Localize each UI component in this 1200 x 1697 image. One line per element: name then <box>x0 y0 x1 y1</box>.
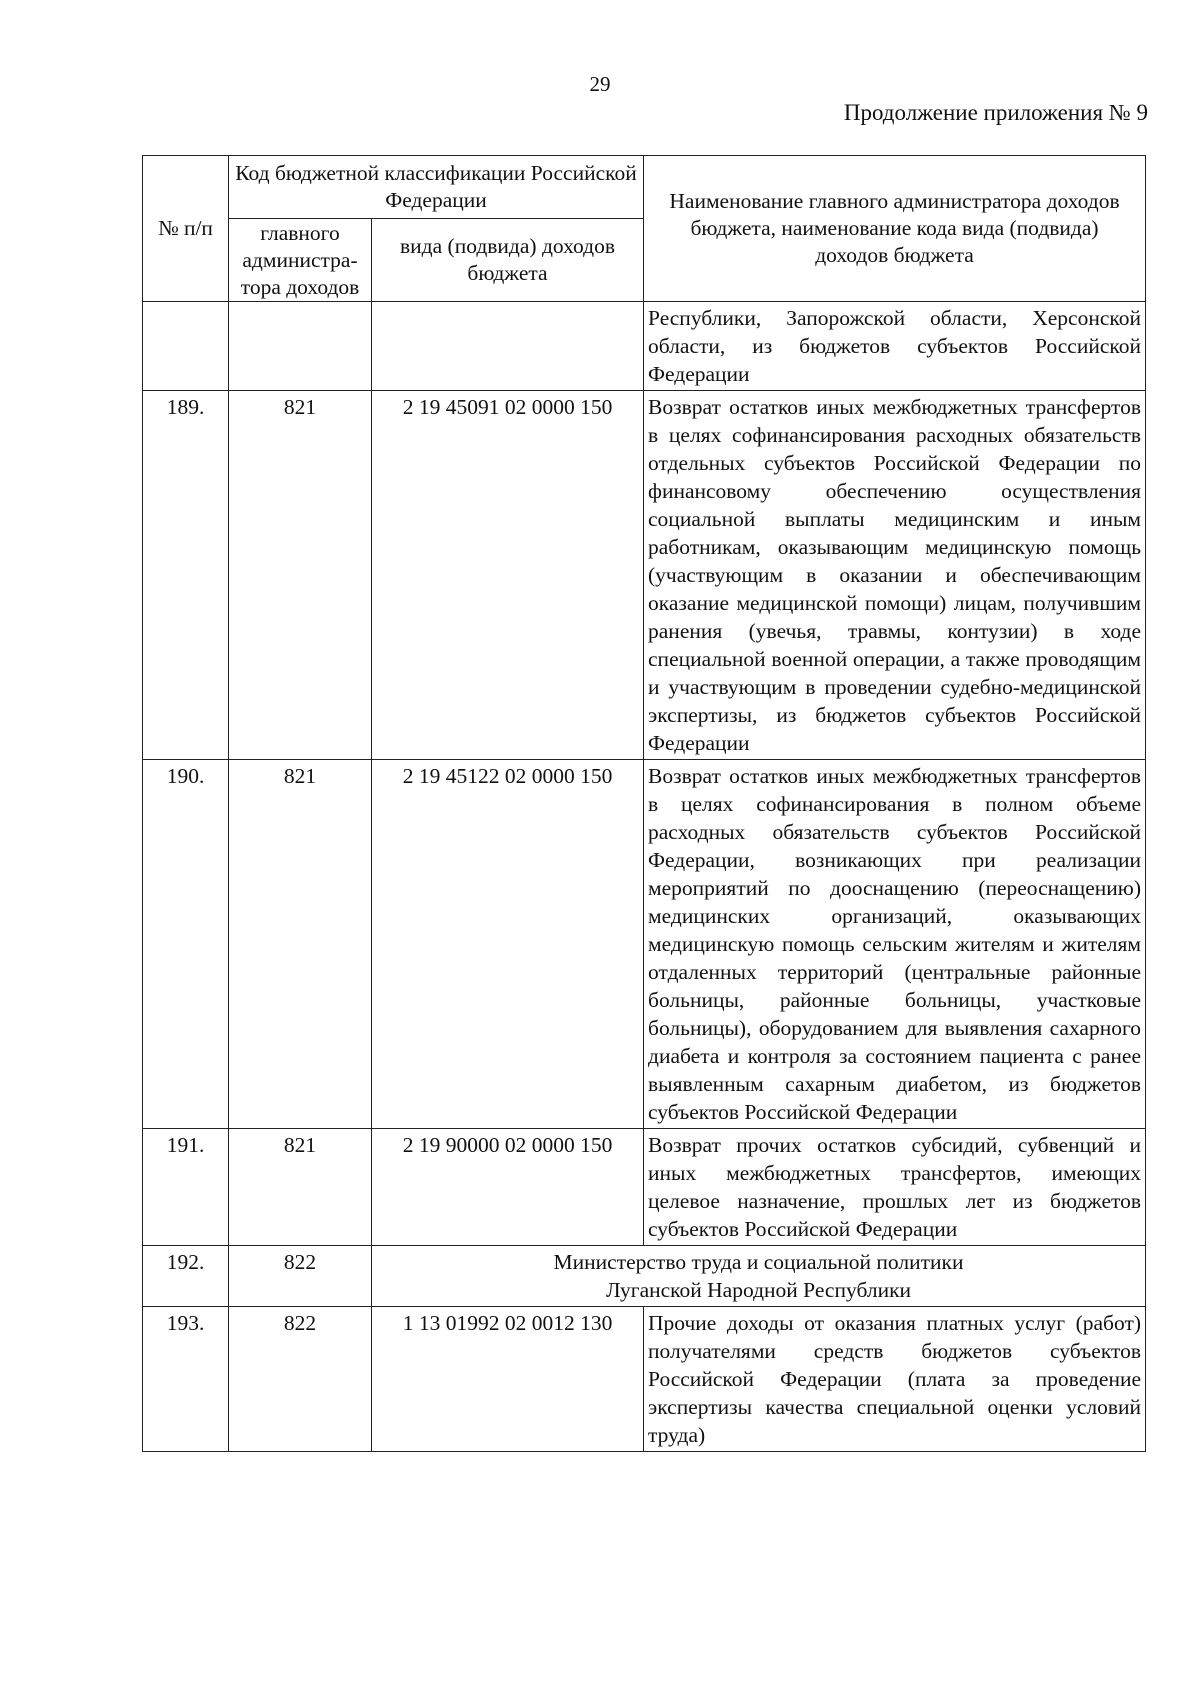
row-admin-code <box>229 302 372 391</box>
row-number: 192. <box>143 1246 229 1307</box>
header-classification-group: Код бюджетной классификации Российской Федерации <box>229 156 644 219</box>
row-number: 193. <box>143 1307 229 1452</box>
row-description: Возврат прочих остатков субсидий, субвенций и иных межбюджетных трансфертов, имеющих целевое назначение, прошлых лет из бюджетов субъектов Российской Федерации <box>644 1129 1146 1246</box>
table-row <box>143 760 1146 1129</box>
row-number: 190. <box>143 760 229 1129</box>
table-row-ministry <box>143 1246 1146 1307</box>
row-description: Возврат остатков иных межбюджетных трансфертов в целях софинансирования расходных обязательств отдельных субъектов Российской Федерации по финансовому обеспечению осуществления социальной выплаты медицинским и иным работникам, оказывающим медицинскую помощь (участвующим в оказании и обеспечивающим оказание медицинской помощи) лицам, получившим ранения (увечья, травмы, контузии) в ходе специальной военной операции, а также проводящим и участвующим в проведении судебно-медицинской экспертизы, из бюджетов субъектов Российской Федерации <box>644 391 1146 760</box>
row-income-code: 2 19 45091 02 0000 150 <box>372 391 644 760</box>
appendix-continuation: Продолжение приложения № 9 <box>843 100 1148 125</box>
header-income-type: вида (подвида) доходов бюджета <box>372 219 644 302</box>
row-number: 191. <box>143 1129 229 1246</box>
row-description: Прочие доходы от оказания платных услуг (работ) получателями средств бюджетов субъектов Российской Федерации (плата за проведение экспертизы качества специальной оценки условий труда) <box>644 1307 1146 1452</box>
row-income-code: 2 19 90000 02 0000 150 <box>372 1129 644 1246</box>
row-admin-code: 821 <box>229 760 372 1129</box>
table-row <box>143 391 1146 760</box>
row-income-code: 1 13 01992 02 0012 130 <box>372 1307 644 1452</box>
header-number: № п/п <box>143 156 229 302</box>
ministry-title <box>372 1246 1146 1307</box>
table-row <box>143 1307 1146 1452</box>
header-main-administrator: главного администра-тора доходов <box>229 219 372 302</box>
header-administrator-name: Наименование главного администратора доходов бюджета, наименование кода вида (подвида) доходов бюджета <box>644 156 1146 302</box>
ministry-title-line1: Министерство труда и социальной политики <box>553 1250 964 1274</box>
row-income-code: 2 19 45122 02 0000 150 <box>372 760 644 1129</box>
table-row <box>143 1129 1146 1246</box>
budget-classification-table <box>142 155 1146 1452</box>
row-number <box>143 302 229 391</box>
row-admin-code: 821 <box>229 1129 372 1246</box>
row-admin-code: 822 <box>229 1246 372 1307</box>
row-income-code <box>372 302 644 391</box>
ministry-title-line2: Луганской Народной Республики <box>605 1278 912 1302</box>
row-description: Республики, Запорожской области, Херсонской области, из бюджетов субъектов Российской Федерации <box>644 302 1146 391</box>
row-admin-code: 822 <box>229 1307 372 1452</box>
page-number: 29 <box>589 72 611 96</box>
row-description: Возврат остатков иных межбюджетных трансфертов в целях софинансирования в полном объеме расходных обязательств субъектов Российской Федерации, возникающих при реализации мероприятий по дооснащению (переоснащению) медицинских организаций, оказывающих медицинскую помощь сельским жителям и жителям отдаленных территорий (центральные районные больницы, районные больницы, участковые больницы), оборудованием для выявления сахарного диабета и контроля за состоянием пациента с ранее выявленным сахарным диабетом, из бюджетов субъектов Российской Федерации <box>644 760 1146 1129</box>
row-admin-code: 821 <box>229 391 372 760</box>
table-row <box>143 302 1146 391</box>
row-number: 189. <box>143 391 229 760</box>
